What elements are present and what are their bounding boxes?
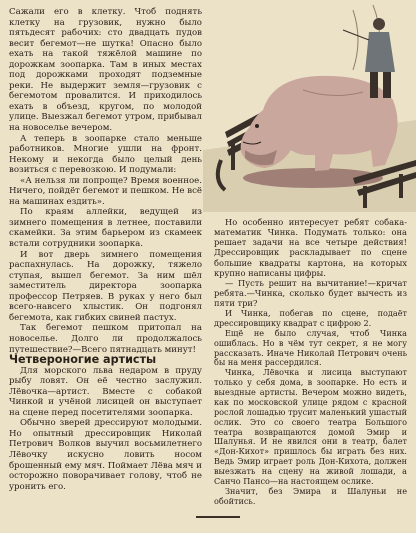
paragraph: И Чинка, побегав по сцене, подаёт дрессировщику квадрат с цифрою 2.	[214, 308, 407, 328]
paragraph: Так бегемот пешком притопал на новоселье. Долго ли продолжалось путешествие?—Всего пятнадцать минут!	[9, 323, 202, 355]
paragraph: Чинка, Лёвочка и лисица выступают только у себя дома, в зоопарке. Но есть и выездные артисты. Вечером можно видеть, как по московской улице рядом с красной рослой лошадью трусит маленький ушастый ослик. Это со своего театра Большого театра возвращаются домой Эмир и Шалунья. И не явился они в театр, балет «Дон-Кихот» пришлось бы играть без них. Ведь Эмир играет роль Дон-Кихота, должен выезжать на сцену на живой лошади, а Санчо Пансо—на настоящем ослике.	[214, 367, 407, 486]
paragraph: Обычно зверей дрессируют молодыми. Но опытный дрессировщик Николай Петрович Волков выучил восьмилетнего Лёвочку искусно ловить носом брошенный ему мяч. Поймает Лёва мяч и осторожно поворачивает голову, чтоб не уронить его.	[9, 418, 202, 492]
section-heading: Четвероногие артисты	[9, 353, 157, 367]
paragraph: — Пусть решит на вычитание!—кричат ребята.—Чинка, сколько будет вычесть из пяти три?	[214, 277, 407, 308]
whip	[343, 30, 369, 40]
paragraph: Значит, без Эмира и Шалуньи не обойтись.	[214, 485, 407, 506]
paragraph: Ещё не было случая, чтоб Чинка ошиблась. Но в чём тут секрет, я не могу рассказать. Иначе Николай Петрович очень бы на меня рассердился.	[214, 327, 407, 368]
bottom-rule	[196, 516, 240, 518]
hippo-illustration	[203, 0, 416, 212]
paragraph: Но особенно интересует ребят собака-математик Чинка. Подумать только: она решает задачи на все четыре действия! Дрессировщик раскладывает по сцене большие квадраты картона, на которых крупно написаны цифры.	[214, 217, 407, 278]
left-column	[9, 7, 202, 492]
paragraph: «А нельзя ли попроще? Время военное. Ничего, пойдёт бегемот и пешком. Не всё на машинах ездить».	[9, 175, 202, 207]
paragraph: Для морского льва недаром в пруду рыбу ловят. Он её честно заслужил. Лёвочка—артист. Вместе с собакой Чинкой и учёной лисицей он выступает на сцене перед посетителями зоопарка.	[9, 365, 202, 418]
paragraph: И вот дверь зимнего помещения распахнулась. На дорожку, тяжело ступая, вышел бегемот. За ним шёл заместитель директора зоопарка профессор Петряев. В руках у него был всего-навсего хлыстик. Он подгонял бегемота, как гибких свиней пастух.	[9, 249, 202, 323]
paragraph: По краям аллейки, ведущей из зимнего помещения в летнее, поставили скамейки. За этим барьером из скамеек встали сотрудники зоопарка.	[9, 207, 202, 250]
right-column-main	[214, 309, 407, 507]
paragraph: Сажали его в клетку. Чтоб поднять клетку на грузовик, нужно было пятьдесят рабочих: сто двадцать пудов весит бегемот—не шутка! Опасно было ехать на такой тяжёлой машине по дорожкам зоопарка. Там в иных местах под дорожками проходят подземные реки. Не выдержит земля—грузовик с бегемотом провалится. И приходилось ехать в объезд, кругом, по молодой улице. Выезжал бегемот утром, прибывал на новоселье вечером.	[9, 7, 202, 134]
paragraph: А теперь в зоопарке стало меньше работников. Многие ушли на фронт. Некому и некогда было целый день возиться с перевозкою. И подумали:	[9, 133, 202, 176]
right-column-top	[214, 217, 407, 308]
